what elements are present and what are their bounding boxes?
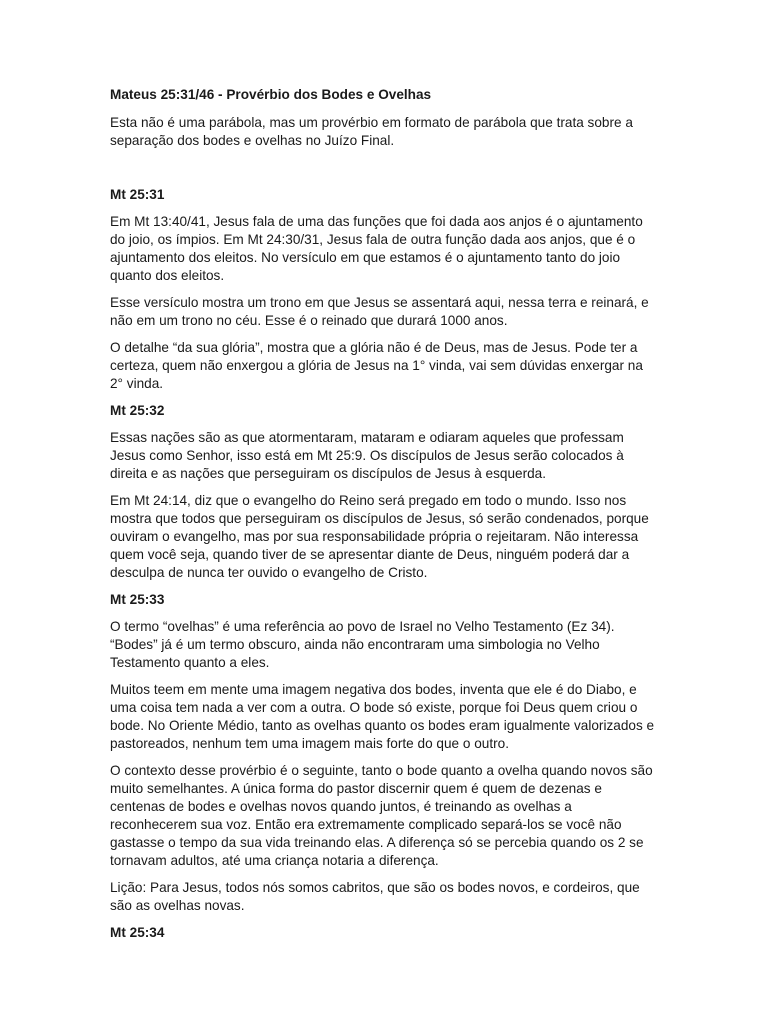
paragraph: Essas nações são as que atormentaram, mataram e odiaram aqueles que professam Jesus como Senhor, isso está em Mt 25:9. Os discípulos de Jesus serão colocados à direita e as nações que perseguiram os discípulos de Jesus à esquerda.	[110, 430, 624, 481]
intro-paragraph: Esta não é uma parábola, mas um provérbio em formato de parábola que trata sobre a separação dos bodes e ovelhas no Juízo Final.	[110, 115, 633, 148]
lesson-paragraph: Lição: Para Jesus, todos nós somos cabritos, que são os bodes novos, e cordeiros, que são as ovelhas novas.	[110, 880, 640, 913]
paragraph: Em Mt 13:40/41, Jesus fala de uma das funções que foi dada aos anjos é o ajuntamento do joio, os ímpios. Em Mt 24:30/31, Jesus fala de outra função dada aos anjos, que é o ajuntamento dos eleitos. No versículo em que estamos é o ajuntamento tanto do joio quanto dos eleitos.	[110, 214, 643, 283]
spacer	[110, 159, 658, 186]
section-heading-mt-25-31: Mt 25:31	[110, 187, 165, 202]
paragraph: Em Mt 24:14, diz que o evangelho do Reino será pregado em todo o mundo. Isso nos mostra que todos que perseguiram os discípulos de Jesus, só serão condenados, porque ouviram o evangelho, mas por sua responsabilidade própria o rejeitaram. Não interessa quem você seja, quando tiver de se apresentar diante de Deus, ninguém poderá dar a desculpa de nunca ter ouvido o evangelho de Cristo.	[110, 493, 649, 580]
paragraph: Esse versículo mostra um trono em que Jesus se assentará aqui, nessa terra e reinará, e não em um trono no céu. Esse é o reinado que durará 1000 anos.	[110, 295, 649, 328]
paragraph: O termo “ovelhas” é uma referência ao povo de Israel no Velho Testamento (Ez 34). “Bodes” já é um termo obscuro, ainda não encontraram uma simbologia no Velho Testamento quanto a eles.	[110, 619, 615, 670]
document-title: Mateus 25:31/46 - Provérbio dos Bodes e Ovelhas	[110, 87, 432, 102]
paragraph: O contexto desse provérbio é o seguinte, tanto o bode quanto a ovelha quando novos são muito semelhantes. A única forma do pastor discernir quem é quem de dezenas e centenas de bodes e ovelhas novos quando juntos, é treinando as ovelhas a reconhecerem sua voz. Então era extremamente complicado separá-los se você não gastasse o tempo da sua vida treinando elas. A diferença só se percebia quando os 2 se tornavam adultos, até uma criança notaria a diferença.	[110, 763, 653, 868]
section-heading-mt-25-34: Mt 25:34	[110, 925, 165, 940]
section-heading-mt-25-33: Mt 25:33	[110, 592, 165, 607]
paragraph: O detalhe “da sua glória”, mostra que a glória não é de Deus, mas de Jesus. Pode ter a certeza, quem não enxergou a glória de Jesus na 1° vinda, vai sem dúvidas enxergar na 2° vinda.	[110, 340, 643, 391]
section-heading-mt-25-32: Mt 25:32	[110, 403, 165, 418]
paragraph: Muitos teem em mente uma imagem negativa dos bodes, inventa que ele é do Diabo, e uma coisa tem nada a ver com a outra. O bode só existe, porque foi Deus quem criou o bode. No Oriente Médio, tanto as ovelhas quanto os bodes eram igualmente valorizados e pastoreados, nenhum tem uma imagem mais forte do que o outro.	[110, 682, 655, 751]
